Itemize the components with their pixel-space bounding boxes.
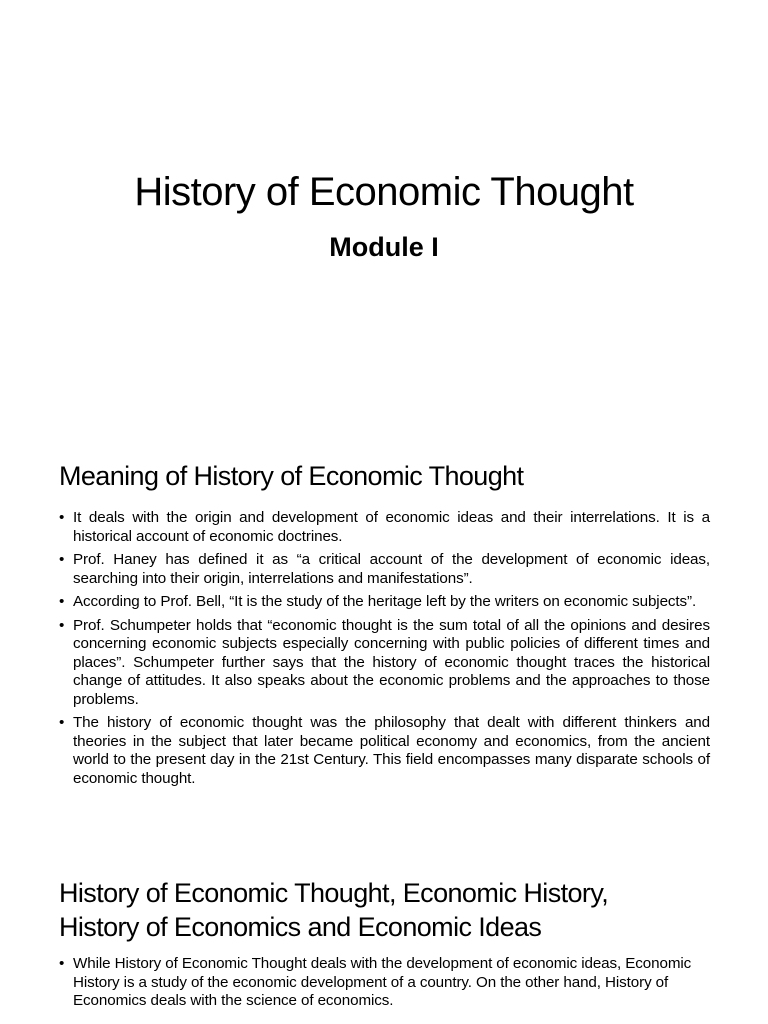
list-item: • Prof. Haney has defined it as “a critical account of the development of economic ideas, searching into their origin, interrelations and manifestations”. <box>59 551 710 588</box>
list-item: • Prof. Schumpeter holds that “economic thought is the sum total of all the opinions and desires concerning economic subjects especially concerning with public policies of different times and places”. Schumpeter further says that the history of economic thought traces the historical change of attitudes. It also speaks about the economic problems and the approaches to those problems. <box>59 617 710 710</box>
comparison-heading <box>59 876 608 944</box>
meaning-slide <box>0 432 768 864</box>
comparison-slide <box>0 864 768 1024</box>
comparison-heading-line-2: History of Economics and Economic Ideas <box>59 912 542 942</box>
meaning-heading: Meaning of History of Economic Thought <box>59 461 524 491</box>
comparison-heading-line-1: History of Economic Thought, Economic History, <box>59 878 609 908</box>
list-item: • The history of economic thought was the philosophy that dealt with different thinkers and theories in the subject that later became political economy and economics, from the ancient world to the present day in the 21st Century. This field encompasses many disparate schools of economic thought. <box>59 714 710 788</box>
list-item: • According to Prof. Bell, “It is the study of the heritage left by the writers on economic subjects”. <box>59 593 710 612</box>
comparison-bullet-list <box>59 955 710 1016</box>
list-item: • It deals with the origin and development of economic ideas and their interrelations. It is a historical account of economic doctrines. <box>59 509 710 546</box>
module-subtitle: Module I <box>329 232 439 262</box>
meaning-bullet-list <box>59 509 710 793</box>
main-title: History of Economic Thought <box>134 170 634 214</box>
list-item: • While History of Economic Thought deals with the development of economic ideas, Economic History is a study of the economic development of a country. On the other hand, History of Economics deals with the science of economics. <box>59 955 710 1011</box>
title-slide <box>0 0 768 432</box>
